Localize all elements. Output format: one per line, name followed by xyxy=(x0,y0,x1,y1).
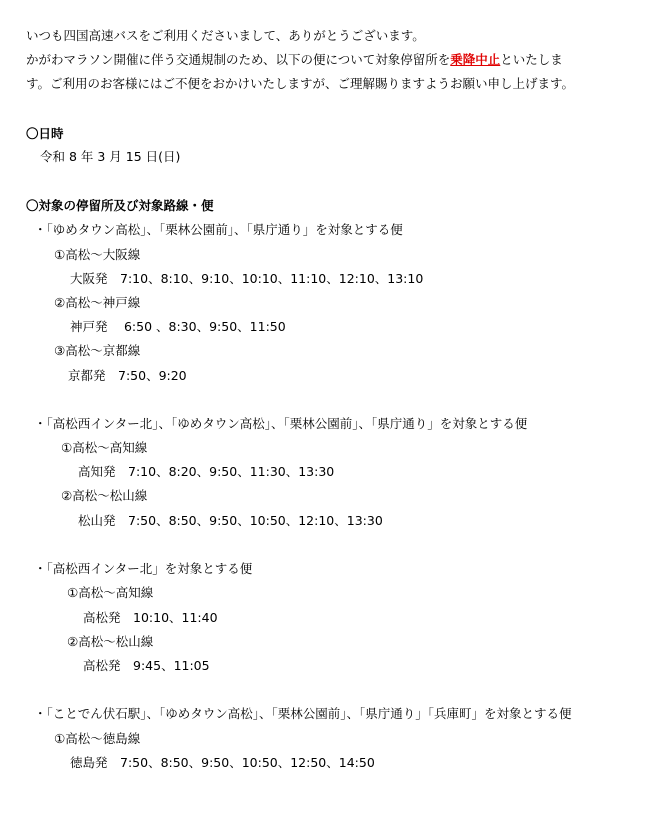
route-matsuyama: ②高松～松山線 xyxy=(61,488,148,503)
route-matsuyama-2: ②高松～松山線 xyxy=(67,634,154,649)
route-matsuyama-2-times: 高松発 9:45、11:05 xyxy=(83,658,210,673)
route-kobe-times: 神戸発 6:50 、8:30、9:50、11:50 xyxy=(70,319,286,334)
group-3-title: ・「高松西インター北」を対象とする便 xyxy=(34,561,253,576)
intro-line-2-suffix: といたしま xyxy=(500,52,563,67)
intro-line-3: す。ご利用のお客様にはご不便をおかけいたしますが、ご理解賜りますようお願い申し上げます。 xyxy=(26,76,575,91)
group-1-title: ・「ゆめタウン高松」、「栗林公園前」、「県庁通り」を対象とする便 xyxy=(34,222,403,237)
date-heading: 〇日時 xyxy=(26,126,64,141)
route-osaka: ①高松～大阪線 xyxy=(54,247,141,262)
intro-line-2 xyxy=(26,51,563,69)
route-tokushima: ①高松～徳島線 xyxy=(54,731,141,746)
route-tokushima-times: 徳島発 7:50、8:50、9:50、10:50、12:50、14:50 xyxy=(70,755,375,770)
intro-line-1: いつも四国高速バスをご利用くださいまして、ありがとうございます。 xyxy=(26,28,425,43)
route-kyoto-times: 京都発 7:50、9:20 xyxy=(68,368,187,383)
intro-line-2-prefix: かがわマラソン開催に伴う交通規制のため、以下の便について対象停留所を xyxy=(26,52,451,67)
route-matsuyama-times: 松山発 7:50、8:50、9:50、10:50、12:10、13:30 xyxy=(78,513,383,528)
route-kochi: ①高松～高知線 xyxy=(61,440,148,455)
route-kobe: ②高松～神戸線 xyxy=(54,295,141,310)
route-osaka-times: 大阪発 7:10、8:10、9:10、10:10、11:10、12:10、13:10 xyxy=(70,271,424,286)
route-kyoto: ③高松～京都線 xyxy=(54,343,141,358)
event-date: 令和 8 年 3 月 15 日(日) xyxy=(40,149,181,164)
suspension-notice: 乗降中止 xyxy=(450,52,501,67)
group-4-title: ・「ことでん伏石駅」、「ゆめタウン高松」、「栗林公園前」、「県庁通り」「兵庫町」を対象とする便 xyxy=(34,706,572,721)
group-2-title: ・「高松西インター北」、「ゆめタウン高松」、「栗林公園前」、「県庁通り」を対象とする便 xyxy=(34,416,528,431)
target-heading: 〇対象の停留所及び対象路線・便 xyxy=(26,198,214,213)
route-kochi-2: ①高松～高知線 xyxy=(67,585,154,600)
route-kochi-2-times: 高松発 10:10、11:40 xyxy=(83,610,218,625)
route-kochi-times: 高知発 7:10、8:20、9:50、11:30、13:30 xyxy=(78,464,335,479)
